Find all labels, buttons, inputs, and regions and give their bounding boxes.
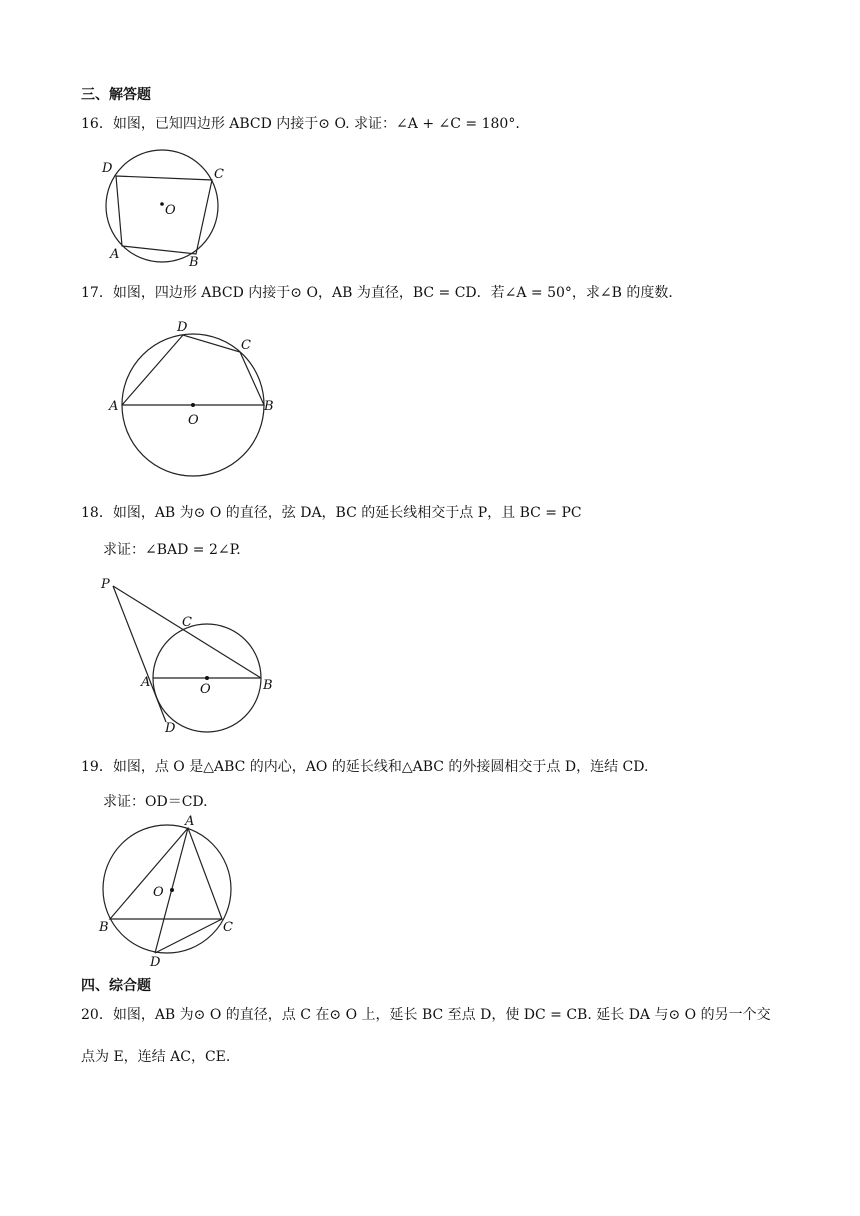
label-p: P [101,577,110,592]
label-b: B [189,255,199,270]
label-d: D [150,955,161,970]
label-d: D [177,320,188,335]
label-b: B [264,399,274,414]
question-19-text-2: 求证：OD＝CD. [103,794,208,810]
label-d: D [102,161,113,176]
center-point [191,403,195,407]
label-o: O [200,682,211,697]
figure-19 [97,814,247,970]
section-title-answers: 三、解答题 [81,87,151,103]
label-a: A [141,675,151,690]
question-19-text-1: 19．如图，点 O 是△ABC 的内心，AO 的延长线和△ABC 的外接圆相交于点 D，连结 CD. [81,759,649,775]
question-20-text-1: 20．如图，AB 为⊙ O 的直径，点 C 在⊙ O 上，延长 BC 至点 D，使 DC = CB. 延长 DA 与⊙ O 的另一个交 [81,1007,771,1023]
circumcircle [103,825,231,953]
center-point [205,676,209,680]
quadrilateral-abcd [116,176,212,254]
question-17-text: 17．如图，四边形 ABCD 内接于⊙ O，AB 为直径，BC = CD．若∠A = 50°，求∠B 的度数． [81,285,683,301]
label-a: A [110,247,120,262]
label-a: A [109,399,119,414]
label-c: C [241,338,251,353]
label-c: C [182,615,192,630]
label-o: O [165,203,176,218]
question-18-text-2: 求证：∠BAD = 2∠P. [103,542,241,558]
question-16-text: 16．如图，已知四边形 ABCD 内接于⊙ O. 求证：∠A + ∠C = 180°. [81,116,520,132]
figure-18 [100,574,280,736]
question-18-text-1: 18．如图，AB 为⊙ O 的直径，弦 DA，BC 的延长线相交于点 P，且 BC = PC [81,505,582,521]
label-b: B [99,920,109,935]
figure-16 [96,150,236,270]
section-title-comprehensive: 四、综合题 [81,978,151,994]
question-20-text-2: 点为 E，连结 AC，CE. [81,1049,231,1065]
line-pb [113,586,261,678]
label-o: O [188,413,199,428]
circle-o [106,150,218,262]
incenter-point [170,888,174,892]
center-point [160,202,164,206]
triangle-abc [110,828,222,919]
line-cd [155,919,222,953]
label-c: C [223,920,233,935]
figure-17 [106,318,286,480]
label-d: D [165,721,176,736]
label-o: O [153,885,164,900]
label-a: A [185,814,195,829]
label-c: C [214,167,224,182]
label-b: B [263,678,273,693]
